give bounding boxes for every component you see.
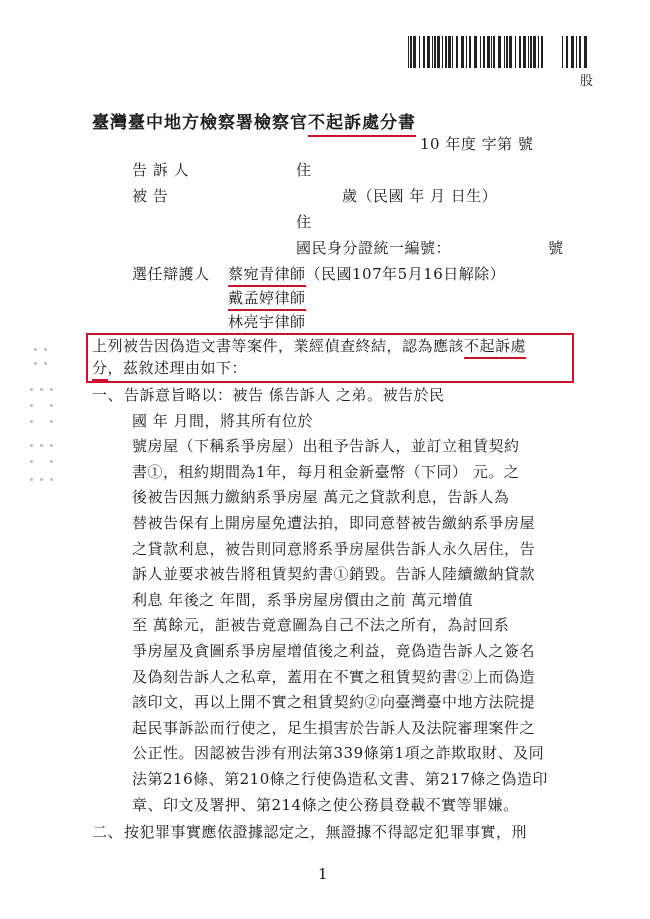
- section-1-line: 該印文，再以上開不實之租賃契約②向臺灣臺中地方法院提: [132, 693, 536, 712]
- punch-dot: [50, 404, 53, 407]
- barcode-bar: [480, 36, 481, 68]
- section-1-line: 之貸款利息，被告則同意將系爭房屋供告訴人永久居住，告: [132, 539, 536, 558]
- punch-dot: [30, 420, 33, 423]
- barcode-bar: [413, 36, 416, 68]
- barcode-bar: [427, 36, 430, 68]
- barcode-bar: [523, 36, 526, 68]
- id-number-suffix: 號: [548, 239, 564, 257]
- barcode-bar: [519, 36, 521, 68]
- section-2-line: 按犯罪事實應依證據認定之，無證據不得認定犯罪事實，刑: [124, 823, 528, 841]
- punch-dot: [50, 420, 53, 423]
- barcode-bar: [504, 36, 505, 68]
- barcode-bar: [528, 36, 529, 68]
- punch-dot: [44, 348, 47, 351]
- section-1-line: 起民事訴訟而行使之，足生損害於告訴人及法院審理案件之: [132, 718, 536, 737]
- section-1-number: 一、: [92, 386, 124, 404]
- section-1-line: 替被告保有上開房屋免遭法拍，即同意替被告繳納系爭房屋: [132, 514, 536, 532]
- punch-dot: [30, 444, 33, 447]
- defender-label: 選任辯護人: [132, 265, 210, 283]
- section-1-line: 及偽刻告訴人之私章，蓋用在不實之租賃契約書②上而偽造: [132, 667, 536, 686]
- lawyer-3: [228, 312, 306, 332]
- section-1-line: 利息 年後之 年間，系爭房屋房價由之前 萬元增值: [132, 590, 474, 609]
- barcode-bar: [423, 36, 425, 68]
- section-1-line: 章、印文及署押、第214條之使公務員登載不實等罪嫌。: [132, 795, 519, 814]
- page-number: 1: [318, 865, 329, 883]
- barcode-bar: [566, 36, 568, 68]
- barcode-bar: [491, 36, 492, 68]
- barcode-bar: [533, 36, 536, 68]
- intro-line-1: [92, 336, 526, 356]
- section-1-line: 訴人並要求被告將租賃契約書①銷毀。告訴人陸續繳納貸款: [132, 565, 536, 584]
- binding-holes: [30, 348, 70, 488]
- barcode-bar: [541, 36, 543, 68]
- barcode-bar: [483, 36, 485, 68]
- punch-dot: [30, 404, 33, 407]
- barcode-bar: [509, 36, 512, 68]
- punch-dot: [30, 388, 33, 391]
- barcode-bar: [530, 36, 532, 68]
- barcode-bar: [434, 36, 436, 68]
- barcode-bar: [487, 36, 490, 68]
- section-1-line: 至 萬餘元，詎被告竟意圖為自己不法之所有，為討回系: [132, 616, 510, 635]
- barcode-bar: [474, 36, 477, 68]
- punch-dot: [44, 362, 47, 365]
- intro-highlight-1: 不起訴處: [464, 337, 526, 359]
- barcode-bar: [442, 36, 443, 68]
- barcode-bar: [445, 36, 447, 68]
- punch-dot: [30, 460, 33, 463]
- barcode-bar: [493, 36, 495, 68]
- barcode-bar: [515, 36, 516, 68]
- defendant-age: 歲（民國 年 月 日生）: [342, 187, 498, 205]
- defendant-address: 住: [296, 213, 312, 231]
- barcode-bar: [419, 36, 420, 68]
- barcode-bar: [452, 36, 453, 68]
- punch-dot: [34, 362, 37, 365]
- punch-dot: [50, 460, 53, 463]
- punch-dot: [50, 444, 53, 447]
- barcode-right: [562, 36, 592, 68]
- id-number-label: 國民身分證統一編號：: [296, 239, 452, 257]
- barcode-bar: [562, 36, 563, 68]
- barcode-bar: [432, 36, 433, 68]
- barcode-bar: [498, 36, 501, 68]
- punch-dot: [40, 388, 43, 391]
- barcode-bar: [410, 36, 412, 68]
- case-number-line: 10 年度 字第 號: [420, 135, 534, 153]
- barcode-bar: [579, 36, 581, 68]
- barcode-bar: [408, 36, 409, 68]
- section-1-line: 告訴意旨略以：被告 係告訴人 之弟。被告於民: [124, 386, 445, 404]
- barcode-bar: [448, 36, 451, 68]
- barcode-bar: [461, 36, 464, 68]
- barcode-bar: [466, 36, 467, 68]
- barcode-bar: [571, 36, 574, 68]
- punch-dot: [50, 478, 53, 481]
- barcode-bar: [469, 36, 471, 68]
- barcode-bar: [584, 36, 587, 68]
- intro-highlight-2: 分: [92, 359, 108, 381]
- barcode-bar: [506, 36, 508, 68]
- section-1-line: 爭房屋及貪圖系爭房屋增值後之利益，竟偽造告訴人之簽名: [132, 642, 536, 660]
- punch-dot: [50, 388, 53, 391]
- title-highlight: 不起訴處分書: [308, 113, 416, 137]
- section-2-number: 二、: [92, 823, 124, 841]
- barcode-bar: [576, 36, 577, 68]
- barcode-bar: [437, 36, 440, 68]
- lawyer-3-name: 林亮宇律師: [228, 313, 306, 335]
- barcode-bar: [538, 36, 539, 68]
- title-prefix: 臺灣臺中地方檢察署檢察官: [92, 113, 308, 133]
- lawyer-1-note: （民國107年5月16日解除）: [305, 265, 506, 283]
- punch-dot: [34, 348, 37, 351]
- document-title: [92, 108, 416, 133]
- punch-dot: [40, 478, 43, 481]
- defendant-label: 被 告: [132, 187, 169, 205]
- barcode-bar: [456, 36, 458, 68]
- section-1-line: 號房屋（下稱系爭房屋）出租予告訴人，並訂立租賃契約: [132, 437, 520, 456]
- stamp-label: 股: [580, 74, 594, 89]
- section-1-line: 法第216條、第210條之行使偽造私文書、第217條之偽造印: [132, 770, 548, 788]
- complainant-label: 告 訴 人: [132, 161, 190, 179]
- section-1-line: 後被告因無力繳納系爭房屋 萬元之貸款利息，告訴人為: [132, 488, 510, 507]
- punch-dot: [40, 444, 43, 447]
- section-1-line: 書①，租約期間為1年，每月租金新臺幣（下同） 元。之: [132, 462, 520, 481]
- punch-dot: [30, 478, 33, 481]
- lawyer-1: [228, 264, 505, 284]
- lawyer-1-name: 蔡宛青律師: [228, 265, 306, 287]
- section-1-line: 國 年 月間，將其所有位於: [132, 411, 314, 430]
- lawyer-2: [228, 288, 306, 308]
- barcode-left: [408, 36, 544, 68]
- section-1-line: 公正性。因認被告涉有刑法第339條第1項之詐欺取財、及同: [132, 744, 545, 763]
- complainant-address: 住: [296, 161, 312, 179]
- lawyer-2-name: 戴孟婷律師: [228, 289, 306, 311]
- intro-text-1: 上列被告因偽造文書等案件，業經偵查終結，認為應該: [92, 337, 465, 355]
- intro-line-2: [92, 358, 247, 378]
- intro-text-2: ，茲敘述理由如下：: [107, 359, 248, 377]
